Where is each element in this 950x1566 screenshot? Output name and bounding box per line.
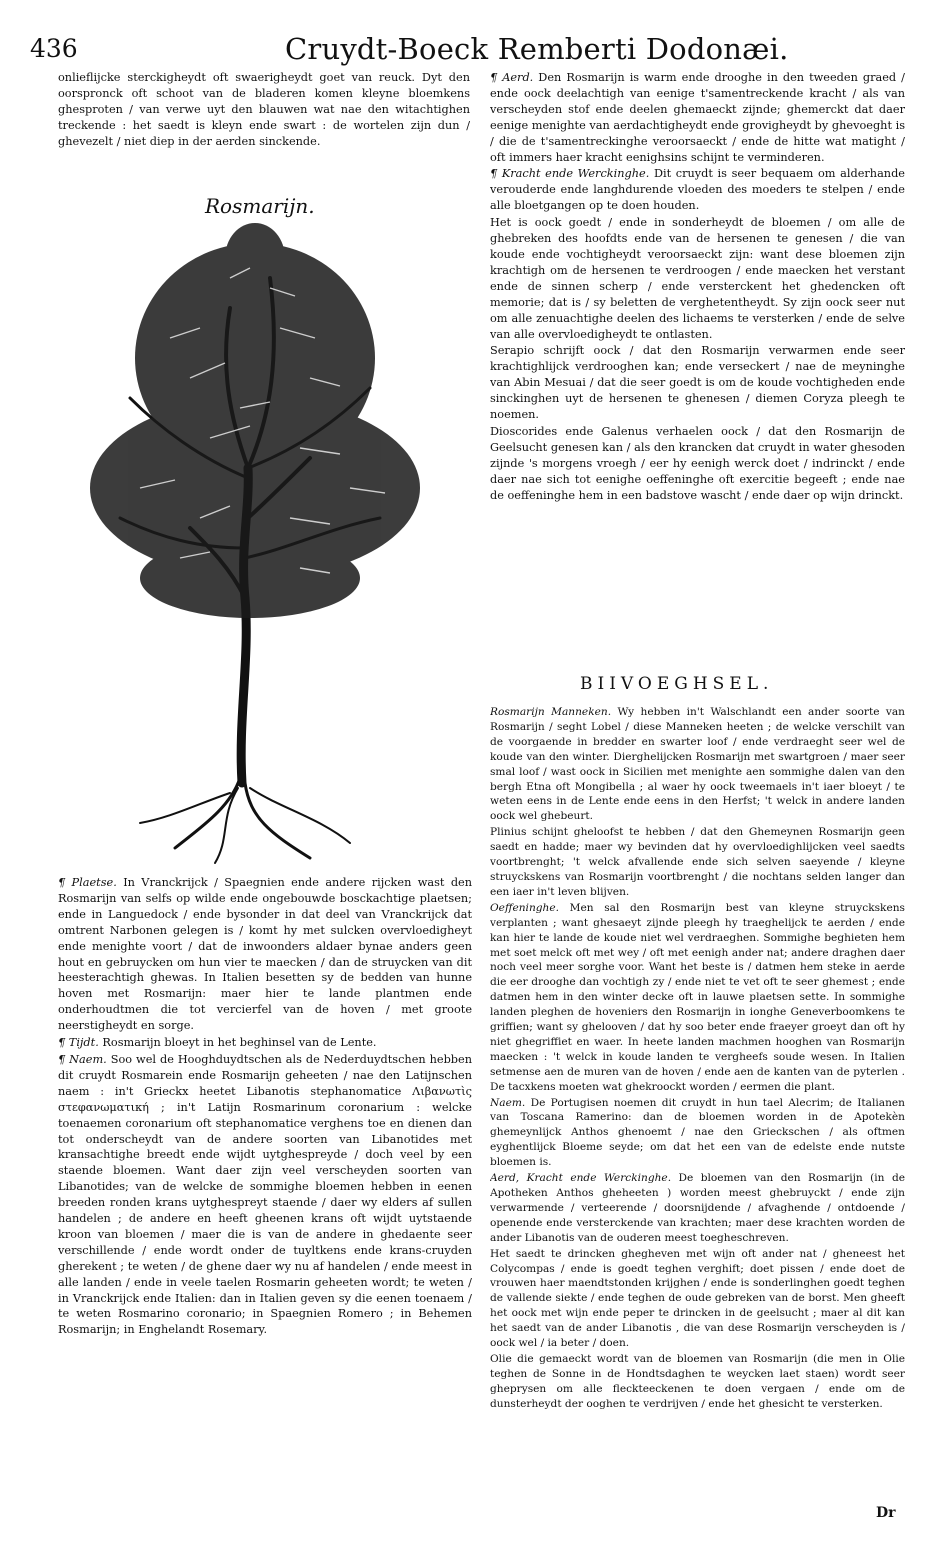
description-paragraph: onlieflijcke sterckigheydt oft swaerigheydt goet van reuck. Dyt den oorspronck oft schoot van de bladeren komen kleyne bloemkens ghesproten / van verwe uyt den blauwen wat nae den witachtighen treckende : het saedt is kleyn ende swart : de wortelen zijn dun / ghevezelt / niet diep in der aerden sinckende. <box>58 71 470 148</box>
paragraph-label: Oeffeninghe. <box>490 901 560 914</box>
page-number: 436 <box>30 34 78 63</box>
paragraph-label: ¶ Tijdt. <box>58 1036 99 1050</box>
paragraph-aerd <box>490 70 905 165</box>
paragraph-text: Men sal den Rosmarijn best van kleyne struyckskens verplanten ; want ghesaeyt zijnde pleegh hy traeghelijck te aerden / ende kan hier te lande de koude niet wel verdraeghen. Sommighe beghieten hem met soet melck oft met wey / oft met eenigh ander nat; andere draghen daer noch veel meer sorghe voor. Want het beste is / datmen hem steke in aerde die eer drooghe dan vochtigh zy / ende niet te vet oft te seer ghemest ; ende datmen hem in den winter decke oft in lauwe plaetsen sette. In sommighe landen pleghen de hoveniers den Rosmarijn in ionghe Geneverboomkens te griffien; want sy ghelooven / dat hy soo beter ende fraeyer groeyt dan oft hy niet ghegriffiet en waer. In heete landen machmen hooghen van Rosmarijn maecken : 't welck in koude landen te vergheefs soude wesen. In Italien setmense aen de muren van de hoven / ende aen de kanten van de pyterlen . De tacxkens moeten wat ghekroockt worden / eermen die plant. <box>490 901 905 1093</box>
paragraph-kracht <box>490 166 905 214</box>
rosemary-illustration <box>80 218 440 868</box>
paragraph-oeffeninghe <box>490 901 905 1095</box>
paragraph-text-block: Het is oock goedt / ende in sonderheydt de bloemen / om alle de ghebreken des hoofdts ende van de hersenen te genesen / die van koude ende vochtigheydt veroorsaeckt zijn: want dese bloemen zijn krachtigh om de hersenen te verdroogen / ende maecken het verstant ende de sinnen scherp / ende versterckent het ghedencken oft memorie; dat is / sy beletten de verghetentheydt. Sy zijn oock seer nut om alle zenuachtighe deelen des lichaems te versterken / ende de selve van alle overvloedigheydt te ontlasten. <box>490 216 905 341</box>
section-heading: BIIVOEGHSEL. <box>580 674 774 694</box>
paragraph-tijdt <box>58 1035 472 1051</box>
paragraph-label: ¶ Plaetse. <box>58 876 117 889</box>
paragraph-label: ¶ Naem. <box>58 1052 107 1066</box>
paragraph-label: Naem. <box>490 1096 526 1109</box>
paragraph-text-block: Plinius schijnt gheloofst te hebben / dat den Ghemeynen Rosmarijn geen saedt en hadde; maer wy bevinden dat hy overvloedighlijcken veel saedts voortbrenght; 't welck afvallende ende sich selven saeyende / kleyne struyckskens van Rosmarijn voortbrenght / die nochtans selden langer dan een iaer in't leven blijven. <box>490 826 905 898</box>
paragraph-aerd-kracht <box>490 1171 905 1246</box>
paragraph-text: Dit cruydt is seer bequaem om alderhande verouderde ende langhdurende vloeden des moeders te stelpen / ende alle bloetgangen op te doen houden. <box>490 167 905 213</box>
paragraph-text-block: Serapio schrijft oock / dat den Rosmarijn verwarmen ende seer krachtighlijck verdrooghen kan; ende verseckert / nae de meyninghe van Abin Mesuai / dat die seer goedt is om de koude vochtigheden ende sinckinghen uyt de hersenen te ghenesen / diemen Coryza pleegh te noemen. <box>490 344 905 422</box>
paragraph-label: Rosmarijn Manneken. <box>490 706 612 718</box>
paragraph-rosmarijn-manneken <box>490 705 905 824</box>
paragraph-naem <box>58 1052 472 1338</box>
paragraph-label: Aerd, Kracht ende Werckinghe. <box>490 1172 672 1185</box>
paragraph-naem-2 <box>490 1096 905 1171</box>
paragraph-text: Den Rosmarijn is warm ende drooghe in den tweeden graed / ende oock deelachtigh van eenige t'samentreckende kracht / als van verscheyden stof ende deelen ghemaeckt zijnde; ghemerckt dat daer eenige menighte van aerdachtigheydt ende grovigheydt by ghevoeght is / die de t'samentreckinghe veroorsaeckt / ende de hitte wat matight / oft immers haer kracht eenighsins schijnt te verminderen. <box>490 71 905 164</box>
paragraph-label: ¶ Aerd. <box>490 71 534 84</box>
paragraph-text: In Vranckrijck / Spaegnien ende andere rijcken wast den Rosmarijn van selfs op wilde ende ongebouwde bosckachtige plaetsen; ende in Languedock / ende bysonder in dat deel van Vranckrijck dat omtrent Narbonen gelegen is / komt hy met sulcken overvloedigheyt ende menighte voort / dat de inwoonders aldaer bynae anders geen hout en gebruycken om hun vier te maecken / dan de struycken van dit heesterachtigh ghewas. In Italien besetten sy de bedden van hunne hoven met Rosmarijn: maer hier te lande plantmen ende onderhoudtmen die tot vercierfel van de hoven / met groote neerstigheydt en sorge. <box>58 876 472 1033</box>
left-column-bottom <box>58 875 472 1495</box>
paragraph-text: De Portugisen noemen dit cruydt in hun tael Alecrim; de Italianen van Toscana Ramerino: dan de bloemen worden in de Apotekèn ghemeynlijck Anthos ghenoemt / nae den Grieckschen / als oftmen eyghentlijck Bloeme seyde; om dat het een van de edelste ende nutste bloemen is. <box>490 1096 905 1169</box>
paragraph-plaetse <box>58 875 472 1034</box>
paragraph-text: Wy hebben in't Walschlandt een ander soorte van Rosmarijn / seght Lobel / diese Manneken heeten ; de welcke verschilt van de voorgaende in bredder en swarter loof / ende verdraeght seer wel de koude van den winter. Dierghelijcken Rosmarijn met swartgroen / maer seer smal loof / wast oock in Sicilien met menighte aen sommighe dalen van den bergh Etna oft Mongibella ; al waer hy oock tweemaels in't iaer bloeyt / te weten eens in de Lente ende eens in den Herfst; 't welck in andere landen oock wel ghebeurt. <box>490 706 905 823</box>
running-title: Cruydt-Boeck Remberti Dodonæi. <box>285 32 789 66</box>
right-column-bottom <box>490 705 905 1495</box>
paragraph-text-block: Het saedt te drincken ghegheven met wijn oft ander nat / gheneest het Colycompas / ende is goedt teghen verghift; doet pissen / ende doet de vrouwen haer maendtstonden krijghen / ende is sonderlinghen goedt teghen de vallende siekte / ende teghen de oude gebreken van de borst. Men gheeft het oock met wijn ende peper te drincken in de geelsucht ; maer al dit kan het saedt van de ander Libanotis , die van dese Rosmarijn verscheyden is / oock wel / ia beter / doen. <box>490 1247 905 1350</box>
paragraph-text: De bloemen van den Rosmarijn (in de Apotheken Anthos gheheeten ) worden meest ghebruyckt / ende zijn verwarmende / verteerende / doorsnijdende / afvaghende / ontdoende / openende ende versterckende van krachten; maer dese krachten worden de ander Libanotis van de ouderen meest toegheschreven. <box>490 1172 905 1244</box>
page-header <box>0 30 950 70</box>
right-column-top <box>490 70 905 660</box>
illustration-caption: Rosmarijn. <box>205 194 315 218</box>
catchword: Dr <box>876 1505 896 1521</box>
paragraph-text-block: Olie die gemaeckt wordt van de bloemen van Rosmarijn (die men in Olie teghen de Sonne in de Hondtsdaghen te weycken laet staen) wordt seer gheprysen om alle fleckteeckenen te doen vergaen / ende om de dunsterheydt der ooghen te verdrijven / ende het ghesicht te versterken. <box>490 1352 905 1410</box>
paragraph-text-block: Dioscorides ende Galenus verhaelen oock / dat den Rosmarijn de Geelsucht genesen kan / als den krancken dat cruydt in water ghesoden zijnde 's morgens vroegh / eer hy eenigh werck doet / indrinckt / ende daer nae sich tot eenighe oeffeninghe oft exercitie begeeft ; ende nae de oeffeninghe hem in een badstove wascht / ende daer op wijn drinckt. <box>490 424 905 502</box>
left-column-top <box>58 70 470 180</box>
paragraph-label: ¶ Kracht ende Werckinghe. <box>490 167 650 181</box>
paragraph-text: Rosmarijn bloeyt in het beghinsel van de Lente. <box>102 1036 377 1050</box>
paragraph-text: Soo wel de Hooghduydtschen als de Nederduydtschen hebben dit cruydt Rosmarein ende Rosmarijn geheeten / nae den Latijnschen naem : in't Grieckx heetet Libanotis stephanomatice Λιβανωτὶς στεφανωματική ; in't Latijn Rosmarinum coronarium : welcke toenaemen coronarium oft stephanomatice verghens toe en dienen dan tot onderscheydt van de andere soorten van Libanotides met kransachtighe breedt ende wijdt uytghespreyde / doch veel by een staende bloemen. Want daer zijn veel verscheyden soorten van Libanotides; van de welcke de sommighe bloemen hebben in eenen breeden ronden krans uytghespreyt staende / daer wy elders af sullen handelen ; de andere en heeft gheenen krans oft wijdt uytstaende kroon van bloemen / maer die is van de andere in ghedaente seer verschillende / ende wordt onder de tuyltkens ende krans-cruyden gherekent ; te weten / de ghene daer wy nu af handelen / ende meest in alle landen / ende in veele taelen Rosmarin geheeten wordt; te weten / in Vranckrijck ende Italien: dan in Italien geven sy die eenen toenaem / te weten Rosmarino coronario; in Spaegnien Romero ; in Behemen Rosmarijn; in Enghelandt Rosemary. <box>58 1052 472 1337</box>
